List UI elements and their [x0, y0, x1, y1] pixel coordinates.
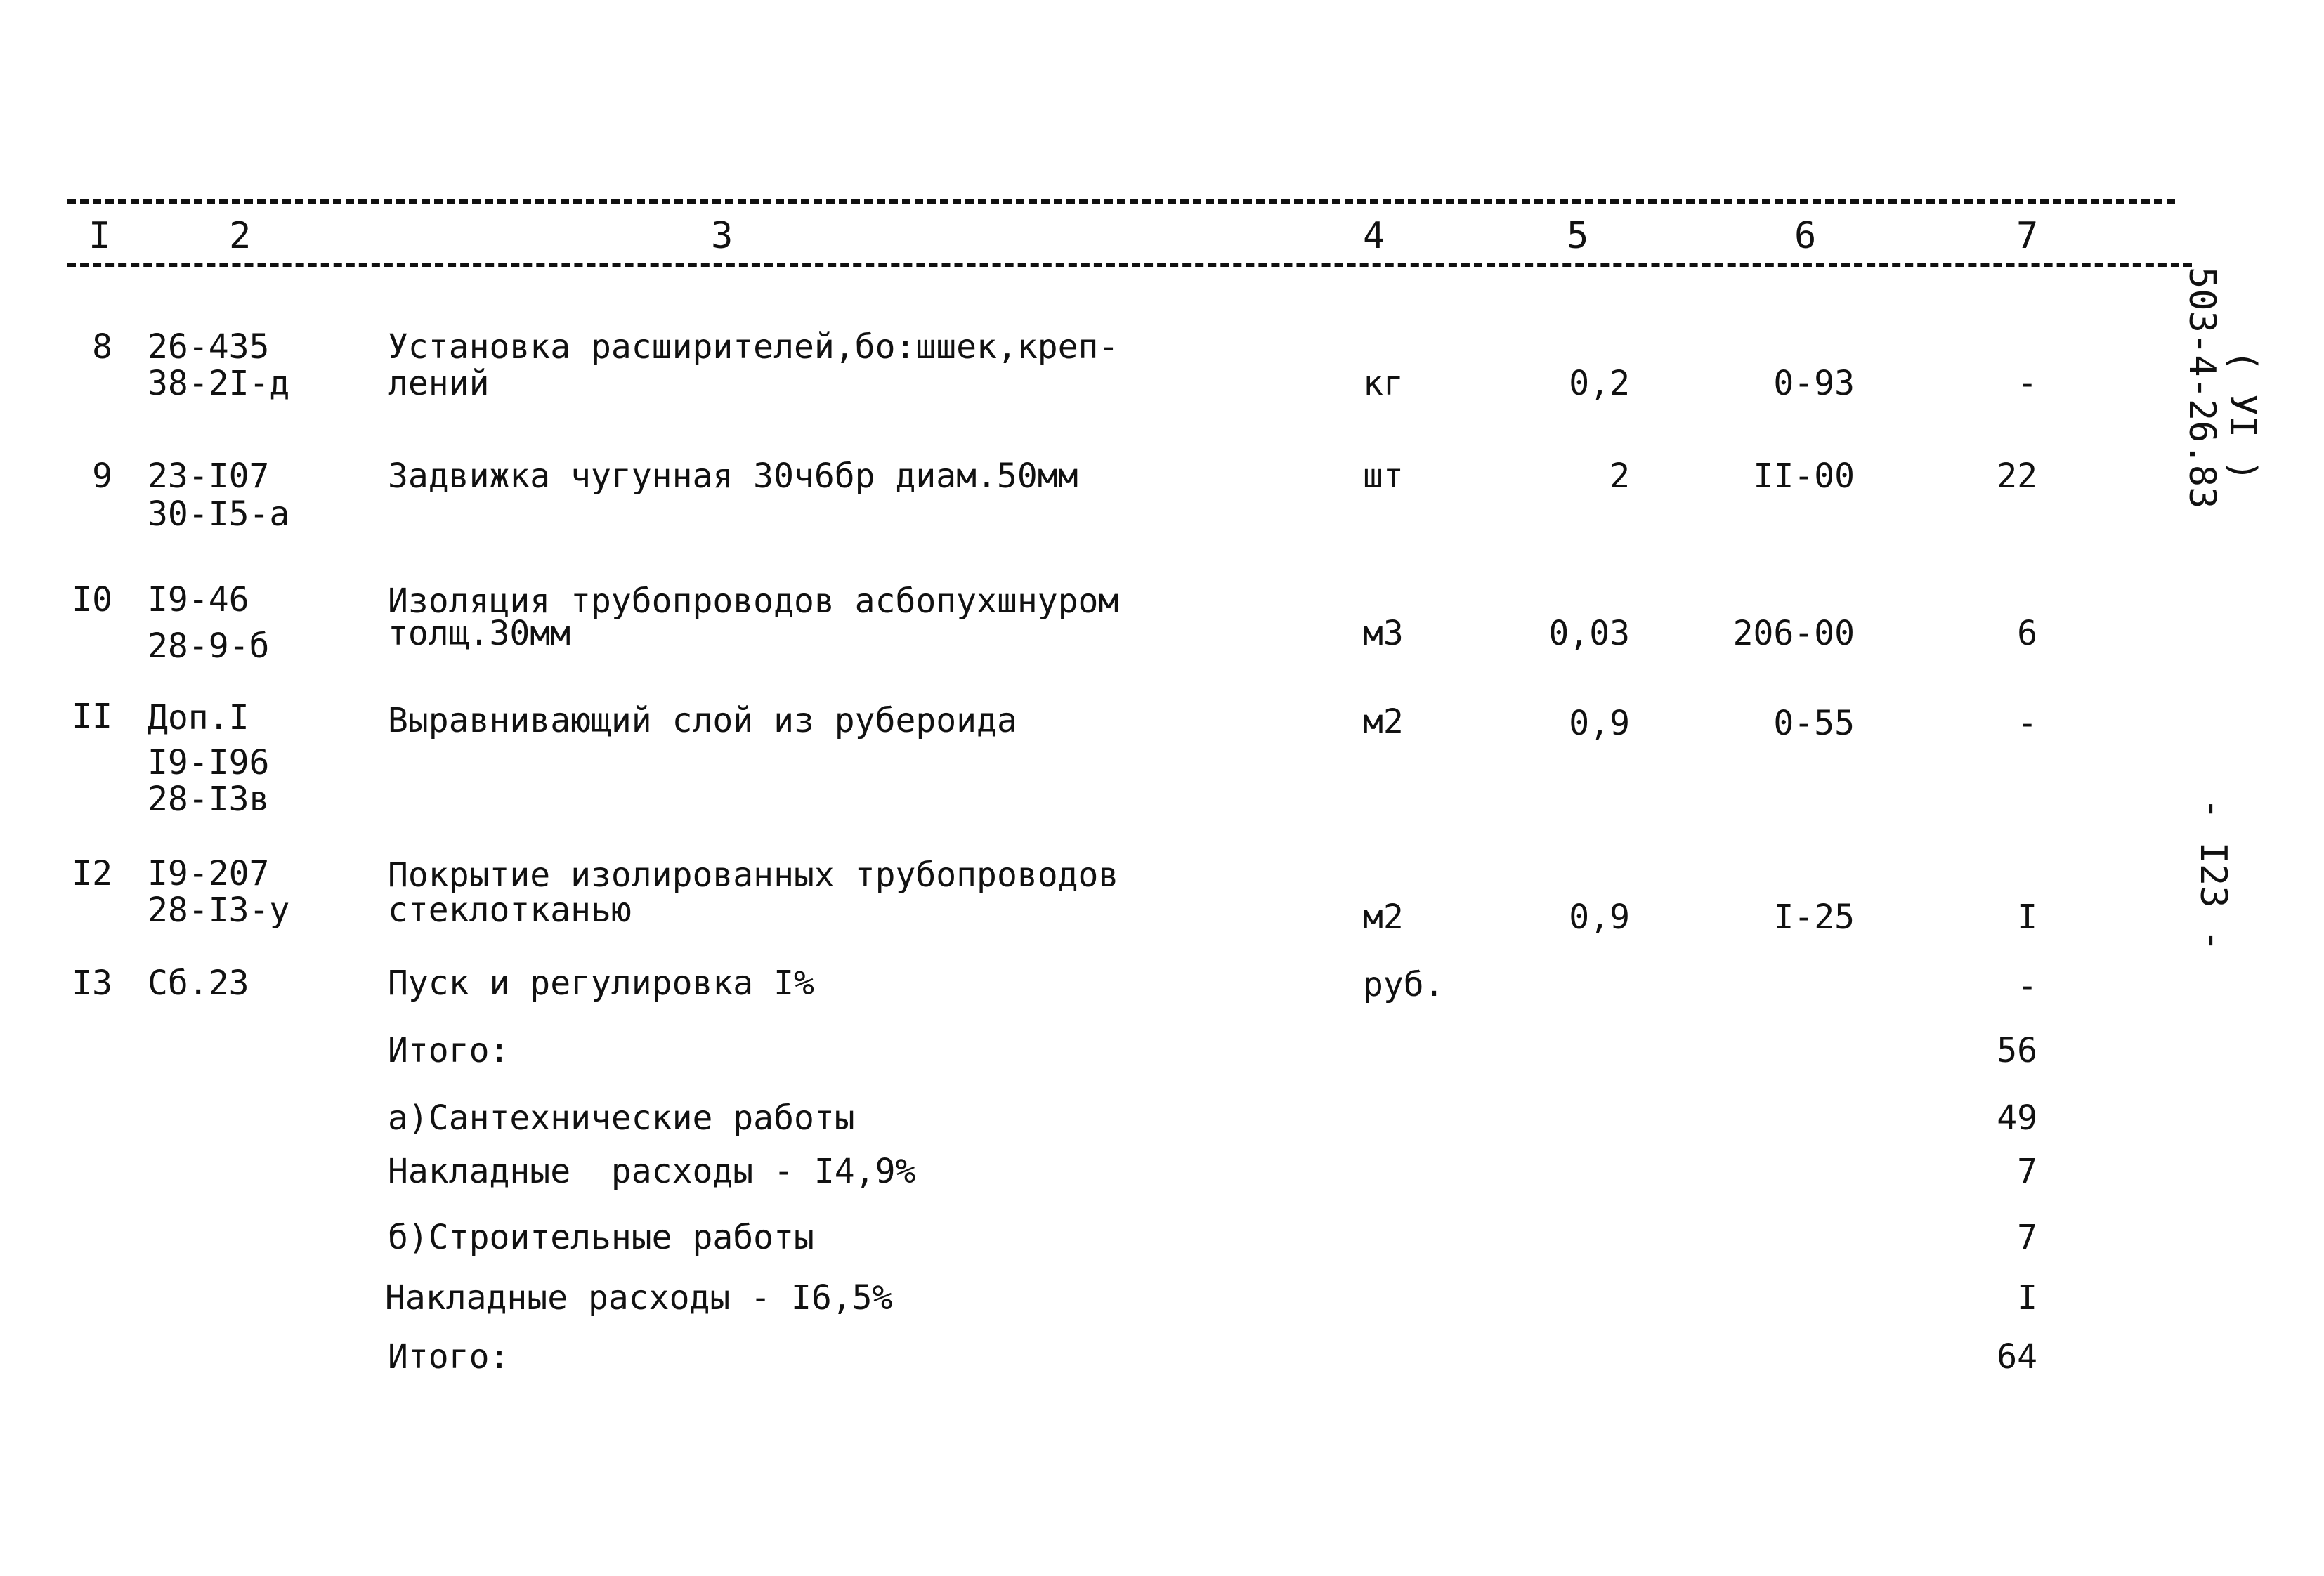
row-total: 6 [2017, 614, 2037, 653]
summary-value: 7 [2017, 1152, 2037, 1191]
row-code: I9-I96 [148, 743, 270, 782]
header-bottom-rule [67, 263, 2192, 267]
row-description: Изоляция трубопроводов асбопухшнуром [388, 582, 1119, 621]
row-quantity: 0,9 [1569, 704, 1630, 743]
row-quantity: 0,9 [1569, 898, 1630, 937]
row-code: 28-I3-у [148, 891, 290, 930]
column-header-6: 6 [1794, 215, 1817, 257]
row-total: I [2017, 898, 2037, 937]
summary-label: Накладные расходы - I6,5% [385, 1278, 893, 1318]
summary-value: 7 [2017, 1218, 2037, 1257]
row-description: Задвижка чугунная 30ч6бр диам.50мм [388, 457, 1078, 496]
row-code: 28-9-б [148, 626, 270, 666]
summary-value: 64 [1997, 1337, 2037, 1377]
summary-value: 49 [1997, 1098, 2037, 1138]
row-unit: кг [1363, 364, 1404, 403]
row-quantity: 0,03 [1548, 614, 1630, 653]
summary-label: а)Сантехнические работы [388, 1098, 855, 1138]
row-number: I0 [72, 580, 112, 619]
row-description: толщ.30мм [388, 614, 571, 653]
column-header-3: 3 [711, 215, 733, 257]
row-unit-price: 0-93 [1773, 364, 1855, 403]
row-code: 30-I5-а [148, 494, 290, 534]
row-description: лений [388, 364, 490, 403]
column-header-1: I [89, 215, 111, 257]
column-header-5: 5 [1567, 215, 1589, 257]
summary-value: 56 [1997, 1031, 2037, 1070]
row-unit-price: I-25 [1773, 898, 1855, 937]
column-header-4: 4 [1363, 215, 1385, 257]
column-header-7: 7 [2016, 215, 2039, 257]
summary-value: I [2017, 1278, 2037, 1318]
row-unit-price: 0-55 [1773, 704, 1855, 743]
row-unit: м3 [1363, 614, 1404, 653]
row-code: Доп.I [148, 698, 249, 737]
column-header-2: 2 [229, 215, 252, 257]
row-unit: м2 [1363, 702, 1404, 742]
row-quantity: 2 [1610, 457, 1630, 496]
row-number: I2 [72, 854, 112, 893]
row-total: - [2017, 364, 2037, 403]
row-code: I9-207 [148, 854, 270, 893]
row-total: - [2017, 966, 2037, 1006]
row-code: 26-435 [148, 327, 270, 367]
row-quantity: 0,2 [1569, 364, 1630, 403]
row-description: Пуск и регулировка I% [388, 964, 814, 1003]
row-number: 9 [92, 457, 112, 496]
row-description: Покрытие изолированных трубопроводов [388, 855, 1119, 895]
row-unit: руб. [1363, 965, 1444, 1004]
row-code: 23-I07 [148, 457, 270, 496]
row-description: Выравнивающий слой из рубероида [388, 701, 1017, 740]
row-unit-price: II-00 [1753, 457, 1855, 496]
summary-label: Итого: [388, 1337, 510, 1377]
summary-label: Накладные расходы - I4,9% [388, 1152, 916, 1191]
row-total: - [2017, 704, 2037, 743]
row-code: 28-I3в [148, 780, 270, 819]
summary-label: б)Строительные работы [388, 1218, 814, 1257]
row-code: Сб.23 [148, 964, 249, 1003]
row-code: 38-2I-д [148, 364, 290, 403]
volume-label: ( УI ) [2221, 350, 2264, 482]
row-code: I9-46 [148, 580, 249, 619]
row-number: II [72, 697, 112, 736]
row-number: I3 [72, 964, 112, 1003]
row-unit-price: 206-00 [1732, 614, 1855, 653]
row-description: стеклотканью [388, 891, 632, 930]
document-code: 503-4-26.83 [2181, 267, 2223, 509]
header-top-rule [67, 199, 2175, 204]
row-number: 8 [92, 327, 112, 367]
page-number: - I23 - [2192, 798, 2234, 952]
row-total: 22 [1997, 457, 2037, 496]
summary-label: Итого: [388, 1031, 510, 1070]
row-description: Установка расширителей,бо:шшек,креп- [388, 327, 1119, 367]
row-unit: шт [1363, 457, 1404, 496]
row-unit: м2 [1363, 898, 1404, 937]
